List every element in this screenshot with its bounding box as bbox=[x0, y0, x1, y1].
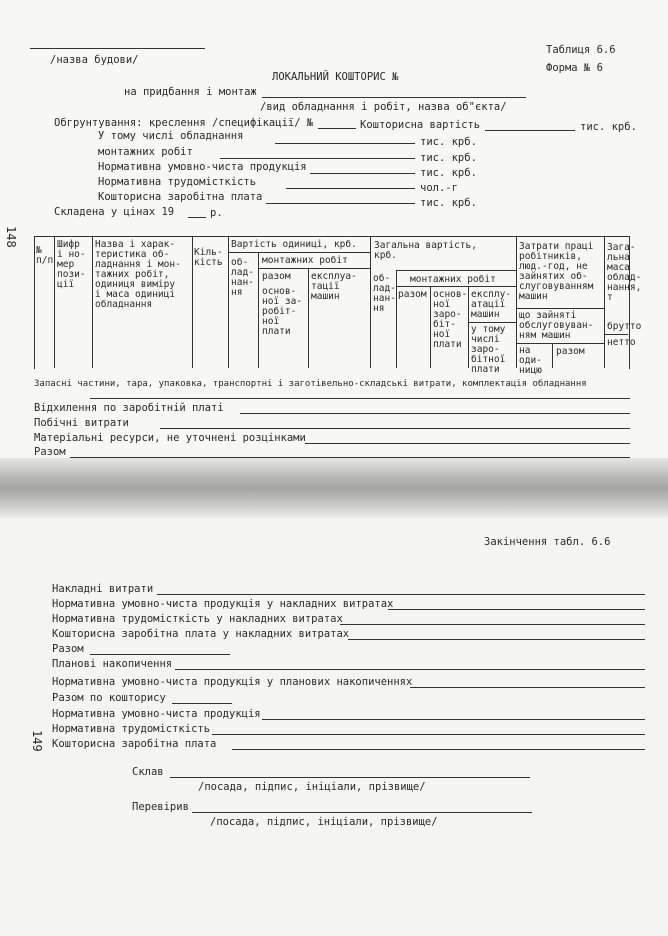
building-caption: /назва будови/ bbox=[50, 54, 139, 66]
col-qty: Кіль- кість bbox=[194, 247, 223, 268]
col-mass: Зага- льна маса облад- нання, т bbox=[607, 242, 642, 303]
page-number-bottom: 149 bbox=[30, 730, 44, 752]
labor-intensity-label: Нормативна трудомісткість bbox=[98, 176, 257, 188]
unit-label: чол.-г bbox=[420, 182, 458, 194]
col-incl-wage: у тому числі заро- бітної плати bbox=[471, 324, 506, 375]
total-label: Разом bbox=[52, 643, 84, 655]
material-label: Матеріальні ресурси, не уточнені розцінками bbox=[34, 432, 306, 444]
checked-caption: /посада, підпис, ініціали, прізвище/ bbox=[210, 816, 438, 828]
checked-label: Перевірив bbox=[132, 801, 189, 813]
lower-page bbox=[0, 518, 668, 936]
side-costs-label: Побічні витрати bbox=[34, 417, 129, 429]
col-labor: Затрати праці робітників, люд.-год, не зайнятих об- слуговуванням машин bbox=[519, 241, 594, 302]
net-prod-label: Нормативна умовно-чиста продукція bbox=[52, 708, 261, 720]
net-planned-label: Нормативна умовно-чиста продукція у планових накопиченнях bbox=[52, 676, 413, 688]
continuation-label: Закінчення табл. 6.6 bbox=[484, 536, 611, 548]
form-label: Форма № 6 bbox=[546, 62, 603, 74]
estimate-title: ЛОКАЛЬНИЙ КОШТОРИС № bbox=[272, 71, 399, 83]
col-total-cost: Загальна вартість, крб. bbox=[374, 240, 477, 261]
col-main-wage-b: основ- ної заро- біт- ної плати bbox=[433, 289, 468, 350]
col-mount-b: монтажних робіт bbox=[410, 274, 496, 285]
compiled-caption: /посада, підпис, ініціали, прізвище/ bbox=[198, 781, 426, 793]
col-mount: монтажних робіт bbox=[262, 255, 348, 266]
unit-label: тис. крб. bbox=[420, 136, 477, 148]
col-code: Шифр і но- мер пози- ції bbox=[57, 239, 86, 290]
labor-label: Нормативна трудомісткість bbox=[52, 723, 211, 735]
unit-label: тис. крб. bbox=[580, 121, 637, 133]
net-overhead-label: Нормативна умовно-чиста продукція у накладних витратах bbox=[52, 598, 394, 610]
col-machine-op: експлуа- тації машин bbox=[311, 271, 357, 302]
planned-label: Планові накопичення bbox=[52, 658, 173, 670]
basis-label: Обгрунтування: креслення /специфікації/ № bbox=[54, 117, 314, 129]
prices-suffix: р. bbox=[210, 207, 223, 219]
mounting-label: монтажних робіт bbox=[98, 146, 193, 158]
col-net: нетто bbox=[607, 337, 636, 348]
table-label: Таблиця 6.6 bbox=[546, 44, 616, 56]
col-name: Назва і харак- теристика об- ладнання і мон- тажних робіт, одиниця виміру і маса одиниці обладнання bbox=[95, 239, 181, 310]
wage-fund-label: Кошторисна заробітна плата bbox=[98, 191, 263, 203]
col-serving: що зайняті обслуговуван- ням машин bbox=[519, 310, 594, 341]
wage-label: Кошторисна заробітна плата bbox=[52, 738, 217, 750]
col-gross: брутто bbox=[607, 321, 642, 332]
col-per-unit: на оди- ницю bbox=[519, 345, 542, 376]
spare-parts-label: Запасні частини, тара, упаковка, транспортні і заготівельно-складські витрати, комплектація обладнання bbox=[34, 379, 587, 389]
col-total: разом bbox=[262, 271, 291, 282]
labor-overhead-label: Нормативна трудомісткість у накладних витратах bbox=[52, 613, 343, 625]
col-main-wage: основ- ної за- робіт- ної плати bbox=[262, 286, 303, 337]
col-unit-cost: Вартість одиниці, крб. bbox=[231, 239, 357, 250]
kind-caption: /вид обладнання і робіт, назва об"єкта/ bbox=[260, 101, 507, 113]
col-total-b: разом bbox=[398, 289, 427, 300]
upper-page bbox=[0, 0, 668, 466]
estimate-subtitle: на придбання і монтаж bbox=[124, 86, 257, 98]
unit-label: тис. крб. bbox=[420, 167, 477, 179]
col-total-c: разом bbox=[556, 346, 585, 357]
col-equip-b: об- лад- нан- ня bbox=[373, 273, 396, 314]
estimated-cost-label: Кошторисна вартість bbox=[360, 119, 481, 131]
col-num: № п/п bbox=[36, 245, 54, 266]
incl-equipment-label: У тому числі обладнання bbox=[98, 130, 244, 142]
net-production-label: Нормативна умовно-чиста продукція bbox=[98, 161, 307, 173]
prices-label: Складена у цінах 19 bbox=[54, 206, 175, 218]
page-number-top: 148 bbox=[4, 226, 18, 248]
total-top-label: Разом bbox=[34, 446, 66, 458]
wage-overhead-label: Кошторисна заробітна плата у накладних витратах bbox=[52, 628, 350, 640]
compiled-label: Склав bbox=[132, 766, 164, 778]
unit-label: тис. крб. bbox=[420, 152, 477, 164]
col-equip: об- лад- нан- ня bbox=[231, 257, 254, 298]
total-estimate-label: Разом по кошторису bbox=[52, 692, 166, 704]
col-machine-op-b: експлу- атації машин bbox=[471, 289, 512, 320]
wage-deductions-label: Відхилення по заробітній платі bbox=[34, 402, 224, 414]
overhead-label: Накладні витрати bbox=[52, 583, 154, 595]
unit-label: тис. крб. bbox=[420, 197, 477, 209]
page-fold bbox=[0, 458, 668, 520]
